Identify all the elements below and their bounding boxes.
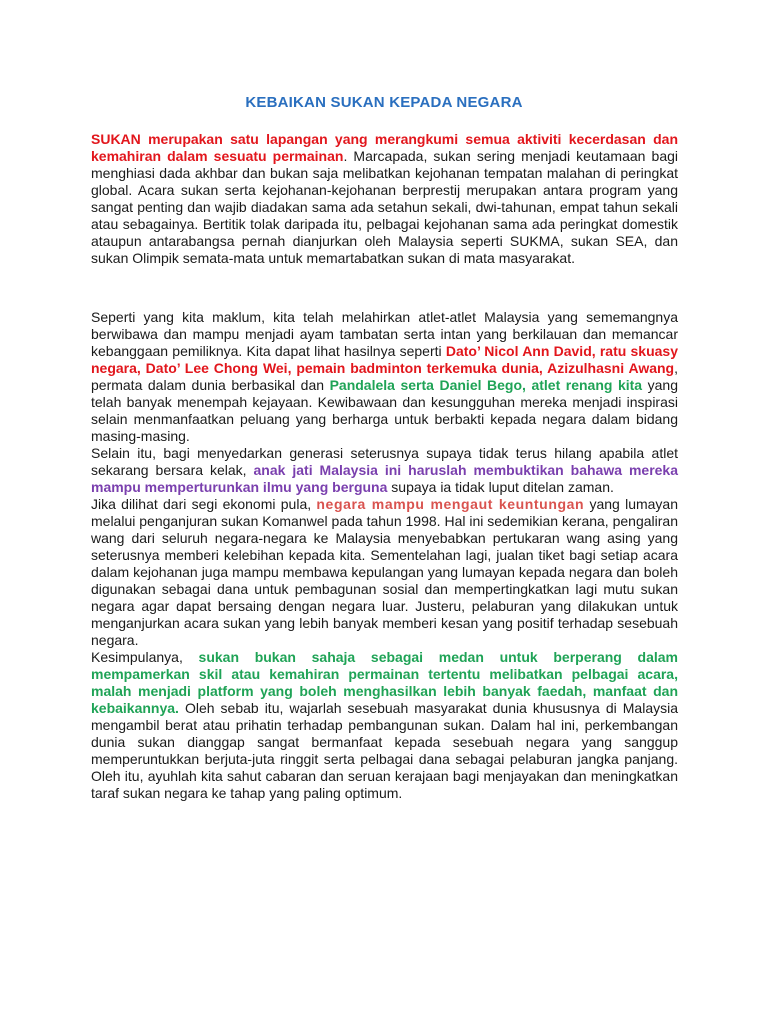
paragraph-2-group: [91, 309, 678, 802]
highlight-purple-text: anak jati Malaysia ini haruslah membuktikan bahawa mereka mampu memperturunkan ilmu yang berguna: [91, 462, 678, 495]
paragraph-text: , permata dalam dunia berbasikal dan: [91, 360, 678, 393]
paragraph-3: [91, 445, 678, 496]
highlight-green-text: sukan bukan sahaja sebagai medan untuk berperang dalam mempamerkan skil atau kemahiran permainan tertentu melibatkan pelbagai acara, malah menjadi platform yang boleh menghasilkan lebih banyak faedah, manfaat dan kebaikannya.: [91, 649, 678, 716]
paragraph-4: [91, 496, 678, 649]
paragraph-text: supaya ia tidak luput ditelan zaman.: [387, 479, 614, 495]
highlight-green-text: Pandalela serta Daniel Bego, atlet renang kita: [329, 377, 643, 393]
highlight-red-text: Dato’ Nicol Ann David, ratu skuasy negara, Dato’ Lee Chong Wei, pemain badminton terkemuka dunia, Azizulhasni Awang: [91, 343, 678, 376]
paragraph-2: [91, 309, 678, 445]
paragraph-1: [91, 131, 678, 267]
highlight-red-text: SUKAN merupakan satu lapangan yang merangkumi semua aktiviti kecerdasan dan kemahiran dalam sesuatu permainan: [91, 131, 678, 164]
highlight-salmon-text: negara mampu mengaut keuntungan: [316, 496, 585, 512]
paragraph-text: . Marcapada, sukan sering menjadi keutamaan bagi menghiasi dada akhbar dan bukan saja melibatkan kejohanan tempatan malahan di peringkat global. Acara sukan serta kejohanan-kejohanan berprestij merupakan antara program yang sangat penting dan wajib diadakan sama ada setahun sekali, dwi-tahunan, empat tahun sekali atau sebagainya. Bertitik tolak daripada itu, pelbagai kejohanan sama ada peringkat domestik ataupun antarabangsa pernah dianjurkan oleh Malaysia seperti SUKMA, sukan SEA, dan sukan Olimpik semata-mata untuk memartabatkan sukan di mata masyarakat.: [91, 148, 679, 266]
paragraph-text: Selain itu, bagi menyedarkan generasi seterusnya supaya tidak terus hilang apabila atlet sekarang bersara kelak,: [91, 445, 678, 478]
paragraph-text: Jika dilihat dari segi ekonomi pula,: [91, 496, 317, 512]
paragraph-text: yang telah banyak menempah kejayaan. Kewibawaan dan kesungguhan mereka menjadi inspirasi selain menmanfaatkan peluang yang berharga untuk berbakti kepada negara dalam bidang masing-masing.: [91, 377, 678, 444]
document-title: KEBAIKAN SUKAN KEPADA NEGARA: [245, 94, 523, 111]
paragraph-text: Kesimpulanya,: [91, 649, 199, 665]
paragraph-5: [91, 649, 678, 802]
paragraph-text: Oleh sebab itu, wajarlah sesebuah masyarakat dunia khususnya di Malaysia mengambil berat atau prihatin terhadap pembangunan sukan. Dalam hal ini, perkembangan dunia sukan dianggap sangat bermanfaat kepada sesebuah negara yang sanggup memperuntukkan berjuta-juta ringgit serta pelbagai dana sebagai pelaburan jangka panjang. Oleh itu, ayuhlah kita sahut cabaran dan seruan kerajaan bagi menjayakan dan meningkatkan taraf sukan negara ke tahap yang paling optimum.: [91, 700, 678, 801]
paragraph-text: yang lumayan melalui penganjuran sukan Komanwel pada tahun 1998. Hal ini sedemikian kerana, pengaliran wang dari seluruh negara-negara ke Malaysia menyebabkan pertukaran wang asing yang seterusnya memberi kelebihan kepada kita. Sementelahan lagi, jualan tiket bagi setiap acara dalam kejohanan juga mampu membawa kepulangan yang lumayan kepada negara dan boleh digunakan sebagai dana untuk pembagunan sosial dan mempertingkatkan lagi mutu sukan negara agar dapat bersaing dengan negara luar. Justeru, pelaburan yang dilakukan untuk menganjurkan acara sukan yang lebih banyak memberi kesan yang positif terhadap sesebuah negara.: [91, 496, 679, 648]
paragraph-text: Seperti yang kita maklum, kita telah melahirkan atlet-atlet Malaysia yang sememangnya berwibawa dan mampu menjadi ayam tambatan serta intan yang berkilauan dan memancar kebanggaan pemiliknya. Kita dapat lihat hasilnya seperti: [91, 309, 678, 359]
